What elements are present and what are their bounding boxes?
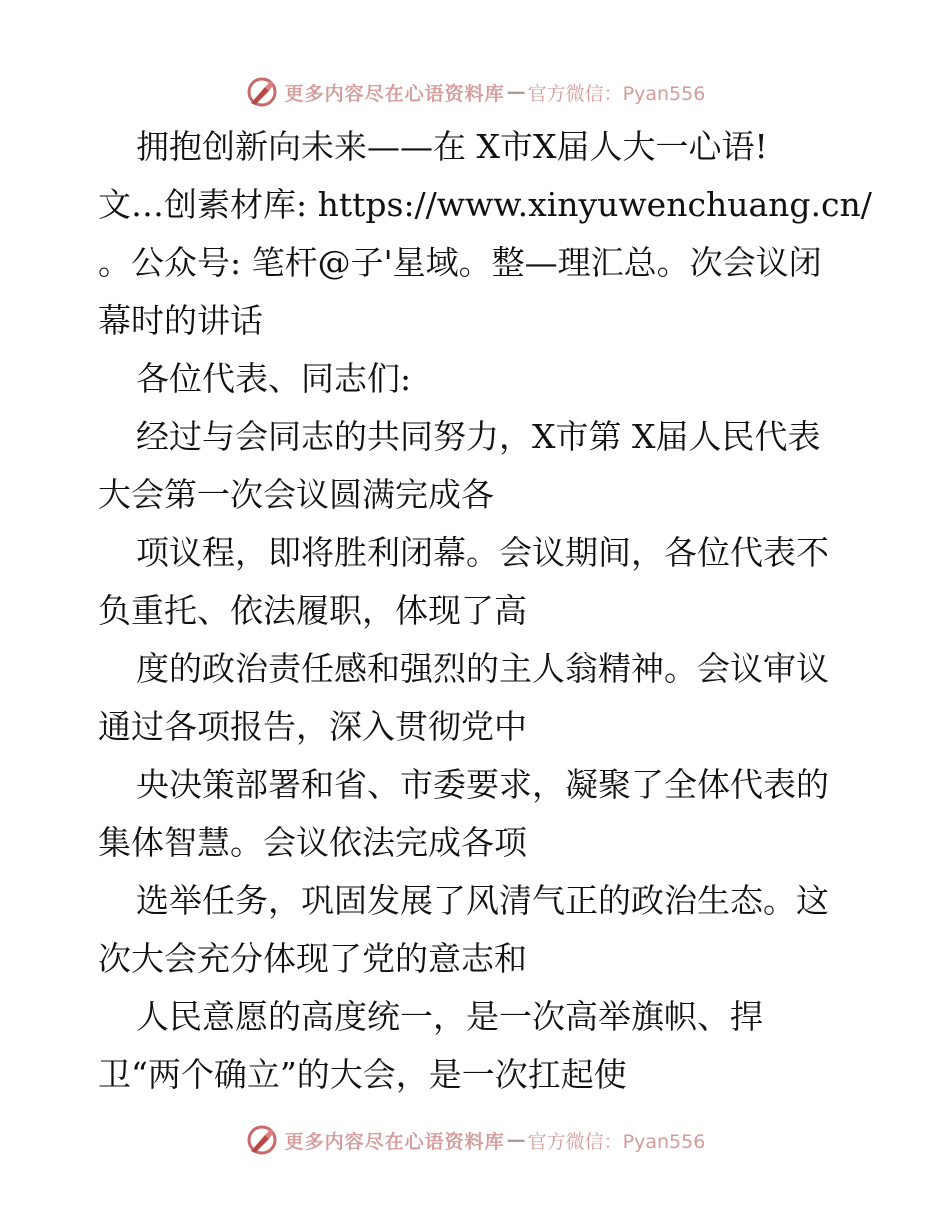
- header-watermark-banner: [0, 72, 950, 112]
- salutation: 各位代表、同志们:: [136, 359, 412, 398]
- paragraph-line: 度的政治责任感和强烈的主人翁精神。会议审议: [136, 649, 829, 688]
- paragraph-line: 卫“两个确立”的大会，是一次扛起使: [98, 1055, 627, 1094]
- banner-text: 更多内容尽在心语资料库: [284, 82, 505, 105]
- banner-contact: 官方微信：Pyan556: [527, 1130, 706, 1153]
- paragraph-line: 大会第一次会议圆满完成各: [98, 475, 494, 514]
- title-line-4: 幕时的讲话: [98, 301, 263, 340]
- pen-logo-icon: [245, 1123, 279, 1157]
- banner-text: 更多内容尽在心语资料库: [284, 1130, 505, 1153]
- title-line-2: 文…创素材库: https://www.xinyuwenchuang.cn/: [98, 185, 872, 224]
- document-body: [98, 118, 872, 1104]
- paragraph-line: 负重托、依法履职，体现了高: [98, 591, 527, 630]
- banner-dash: —: [506, 1129, 526, 1151]
- banner-dash: —: [506, 81, 526, 103]
- paragraph-line: 项议程，即将胜利闭幕。会议期间，各位代表不: [136, 533, 829, 572]
- paragraph-line: 央决策部署和省、市委要求，凝聚了全体代表的: [136, 765, 829, 804]
- footer-watermark-banner: [0, 1120, 950, 1160]
- paragraph-line: 选举任务，巩固发展了风清气正的政治生态。这: [136, 881, 829, 920]
- banner-contact: 官方微信：Pyan556: [527, 82, 706, 105]
- paragraph-line: 通过各项报告，深入贯彻党中: [98, 707, 527, 746]
- pen-logo-icon: [245, 75, 279, 109]
- paragraph-line: 人民意愿的高度统一，是一次高举旗帜、捍: [136, 997, 763, 1036]
- paragraph-line: 集体智慧。会议依法完成各项: [98, 823, 527, 862]
- paragraph-line: 经过与会同志的共同努力，X市第 X届人民代表: [136, 417, 821, 456]
- paragraph-line: 次大会充分体现了党的意志和: [98, 939, 527, 978]
- title-line-1: 拥抱创新向未来——在 X市X届人大一心语!: [136, 127, 768, 166]
- title-line-3: 。公众号: 笔杆@子'星域。整—理汇总。次会议闭: [98, 243, 822, 282]
